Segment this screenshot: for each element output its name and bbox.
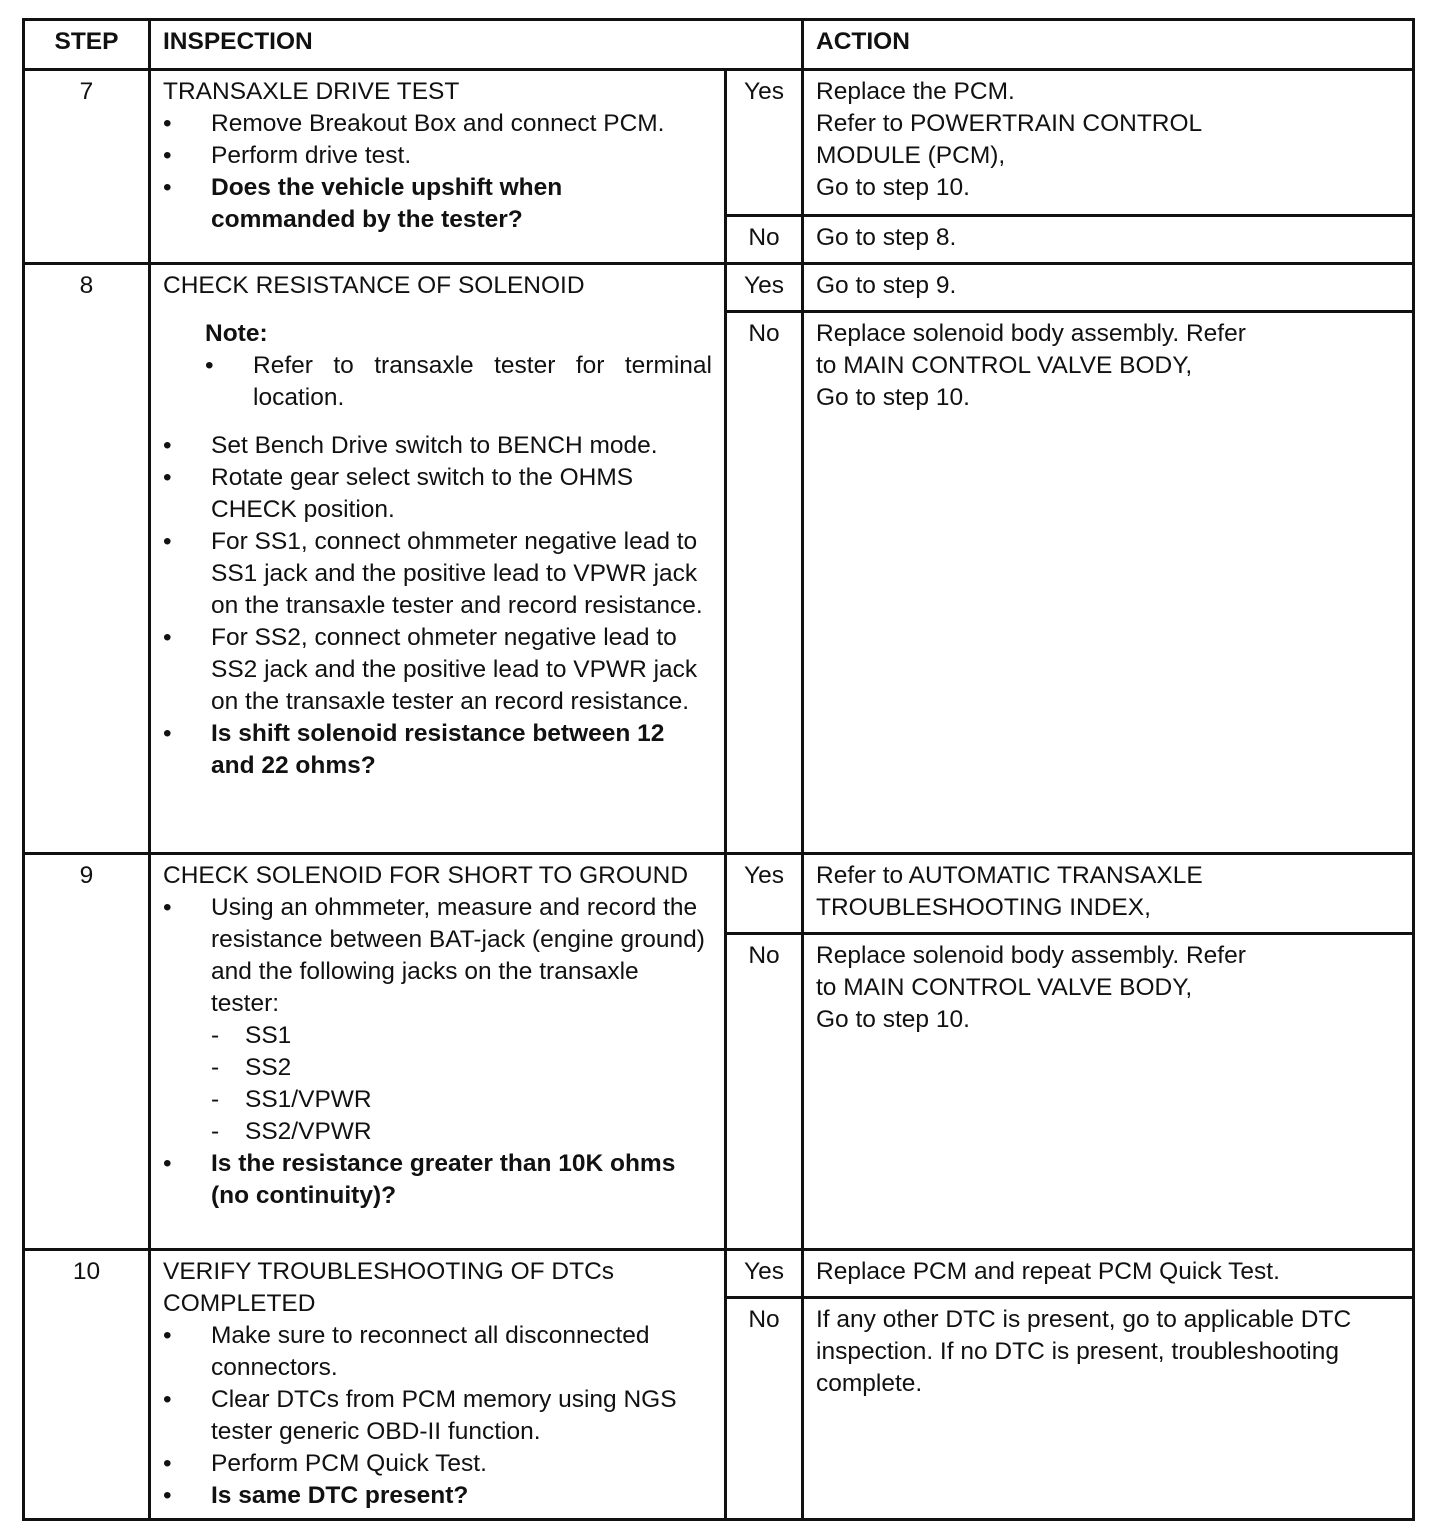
step-7-yes-row — [24, 70, 1414, 216]
yes-action: Replace PCM and repeat PCM Quick Test. — [803, 1250, 1414, 1298]
no-action: Replace solenoid body assembly. Refer to MAIN CONTROL VALVE BODY, Go to step 10. — [803, 312, 1414, 854]
question-item: • Is same DTC present? — [163, 1482, 469, 1509]
no-action: Go to step 8. — [803, 216, 1414, 264]
note-bullet: • Refer to transaxle tester for terminal location. — [205, 352, 712, 411]
no-action: If any other DTC is present, go to applicable DTC inspection. If no DTC is present, troubleshooting complete. — [803, 1298, 1414, 1520]
step-number: 10 — [24, 1250, 150, 1520]
dash-item: - SS2/VPWR — [211, 1118, 372, 1145]
bullet-item: • Remove Breakout Box and connect PCM. — [163, 110, 665, 137]
step-number: 8 — [24, 264, 150, 854]
dash-item: - SS1/VPWR — [211, 1086, 372, 1113]
dash-item: - SS1 — [211, 1022, 292, 1049]
no-label: No — [726, 312, 803, 854]
step-10-yes-row — [24, 1250, 1414, 1298]
no-label: No — [726, 1298, 803, 1520]
header-action: ACTION — [803, 20, 1414, 70]
bullet-item: • Using an ohmmeter, measure and record the resistance between BAT-jack (engine ground) and the following jacks on the transaxle tester: — [163, 894, 705, 1017]
yes-action: Refer to AUTOMATIC TRANSAXLE TROUBLESHOOTING INDEX, — [803, 854, 1414, 934]
note-block — [163, 318, 712, 414]
step-title: CHECK RESISTANCE OF SOLENOID — [163, 272, 585, 299]
step-number: 9 — [24, 854, 150, 1250]
no-label: No — [726, 216, 803, 264]
no-action: Replace solenoid body assembly. Refer to MAIN CONTROL VALVE BODY, Go to step 10. — [803, 934, 1414, 1250]
step-title: CHECK SOLENOID FOR SHORT TO GROUND — [163, 862, 689, 889]
bullet-item: • Set Bench Drive switch to BENCH mode. — [163, 432, 658, 459]
yes-label: Yes — [726, 854, 803, 934]
yes-label: Yes — [726, 264, 803, 312]
bullet-item: • Rotate gear select switch to the OHMS CHECK position. — [163, 464, 634, 523]
yes-label: Yes — [726, 1250, 803, 1298]
yes-action: Replace the PCM. Refer to POWERTRAIN CONTROL MODULE (PCM), Go to step 10. — [803, 70, 1414, 216]
bullet-item: • Perform PCM Quick Test. — [163, 1450, 487, 1477]
step-10-inspection — [150, 1250, 726, 1520]
step-title: VERIFY TROUBLESHOOTING OF DTCs COMPLETED — [163, 1258, 615, 1317]
step-number: 7 — [24, 70, 150, 264]
header-inspection: INSPECTION — [150, 20, 803, 70]
step-9-yes-row — [24, 854, 1414, 934]
dash-item: - SS2 — [211, 1054, 292, 1081]
step-7-inspection — [150, 70, 726, 264]
yes-action: Go to step 9. — [803, 264, 1414, 312]
yes-label: Yes — [726, 70, 803, 216]
header-row — [24, 20, 1414, 70]
step-8-inspection — [150, 264, 726, 854]
question-item: • Is shift solenoid resistance between 12 and 22 ohms? — [163, 720, 665, 779]
question-item: • Does the vehicle upshift when commanded by the tester? — [163, 174, 563, 233]
note-label: Note: — [205, 320, 268, 347]
question-item: • Is the resistance greater than 10K ohms (no continuity)? — [163, 1150, 676, 1209]
bullet-item: • Perform drive test. — [163, 142, 412, 169]
bullet-item: • Make sure to reconnect all disconnected connectors. — [163, 1322, 650, 1381]
step-title: TRANSAXLE DRIVE TEST — [163, 78, 460, 105]
step-9-inspection — [150, 854, 726, 1250]
bullet-item: • For SS1, connect ohmmeter negative lead to SS1 jack and the positive lead to VPWR jack on the transaxle tester and record resistance. — [163, 528, 703, 619]
diagnostic-table — [22, 18, 1415, 1521]
bullet-item: • For SS2, connect ohmeter negative lead to SS2 jack and the positive lead to VPWR jack on the transaxle tester an record resistance. — [163, 624, 698, 715]
bullet-item: • Clear DTCs from PCM memory using NGS tester generic OBD-II function. — [163, 1386, 677, 1445]
no-label: No — [726, 934, 803, 1250]
step-8-yes-row — [24, 264, 1414, 312]
header-step: STEP — [24, 20, 150, 70]
